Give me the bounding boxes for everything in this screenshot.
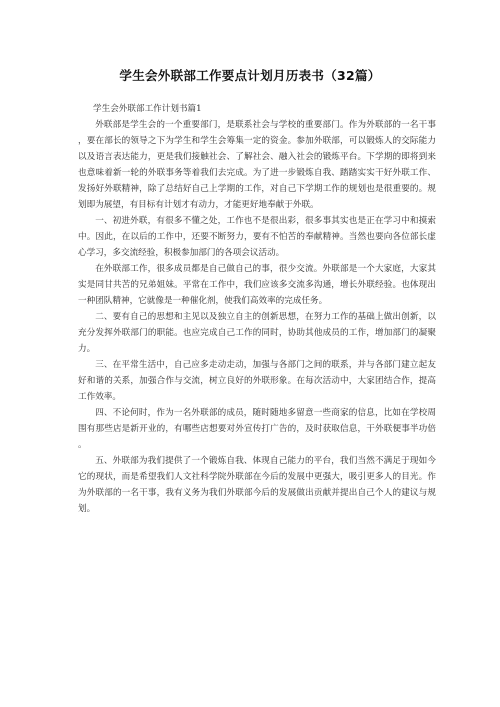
document-body	[78, 101, 436, 517]
paragraph-point-2: 二、要有自己的思想和主见以及独立自主的创新思想，在努力工作的基础上做出创新，以充分发挥外联部门的职能。也应完成自己工作的同时，协助其他成员的工作，增加部门的凝聚力。	[78, 312, 436, 354]
paragraph-point-4: 四、不论何时，作为一名外联部的成员，随时随地多留意一些商家的信息，比如在学校周围有那些店是新开业的，有哪些店想要对外宣传打广告的，及时获取信息，干外联便事半功倍。	[78, 408, 436, 450]
paragraph-point-5: 五、外联部为我们提供了一个锻炼自我、体现自己能力的平台，我们当然不满足于现如今它的现状，而是希望我们人文社科学院外联部在今后的发展中更强大，吸引更多人的目光。作为外联部的一名干事，我有义务为我们外联部今后的发展做出贡献并提出自己个人的建议与规划。	[78, 456, 436, 514]
paragraph-intro: 外联部是学生会的一个重要部门，是联系社会与学校的重要部门。作为外联部的一名干事，要在部长的领导之下为学生和学生会筹集一定的资金。参加外联部，可以锻炼人的交际能力以及语言表达能力，更是我们接触社会、了解社会、融入社会的锻炼平台。下学期的即将到来也意味着新一轮的外联事务等着我们去完成。为了进一步锻炼自我、踏踏实实干好外联工作、发扬好外联精神，除了总结好自己上学期的工作，对自己下学期工作的规划也是很重要的。规划即为展望，有目标有计划才有动力，才能更好地奉献于外联。	[78, 120, 436, 210]
paragraph-teamwork: 在外联部工作，很多成员都是自己做自己的事，很少交流。外联部是一个大家庭，大家其实是同甘共苦的兄弟姐妹。平常在工作中，我们应该多交流多沟通，增长外联经验。也体现出一种团队精神，它就像是一种催化剂，使我们高效率的完成任务。	[78, 264, 436, 306]
section-heading: 学生会外联部工作计划书篇1	[93, 104, 202, 114]
paragraph-point-1: 一、初进外联，有很多不懂之处，工作也不是很出彩，很多事其实也是正在学习中和摸索中。因此，在以后的工作中，还要不断努力，要有不怕苦的奉献精神。当然也要向各位部长虚心学习，多交流经验，积极参加部门的各项会议活动。	[78, 216, 436, 258]
paragraph-point-3: 三、在平常生活中，自己应多走动走动，加强与各部门之间的联系，并与各部门建立起友好和谐的关系，加强合作与交流，树立良好的外联形象。在每次活动中，大家团结合作，提高工作效率。	[78, 360, 436, 402]
document-title: 学生会外联部工作要点计划月历表书（32篇）	[119, 68, 381, 83]
